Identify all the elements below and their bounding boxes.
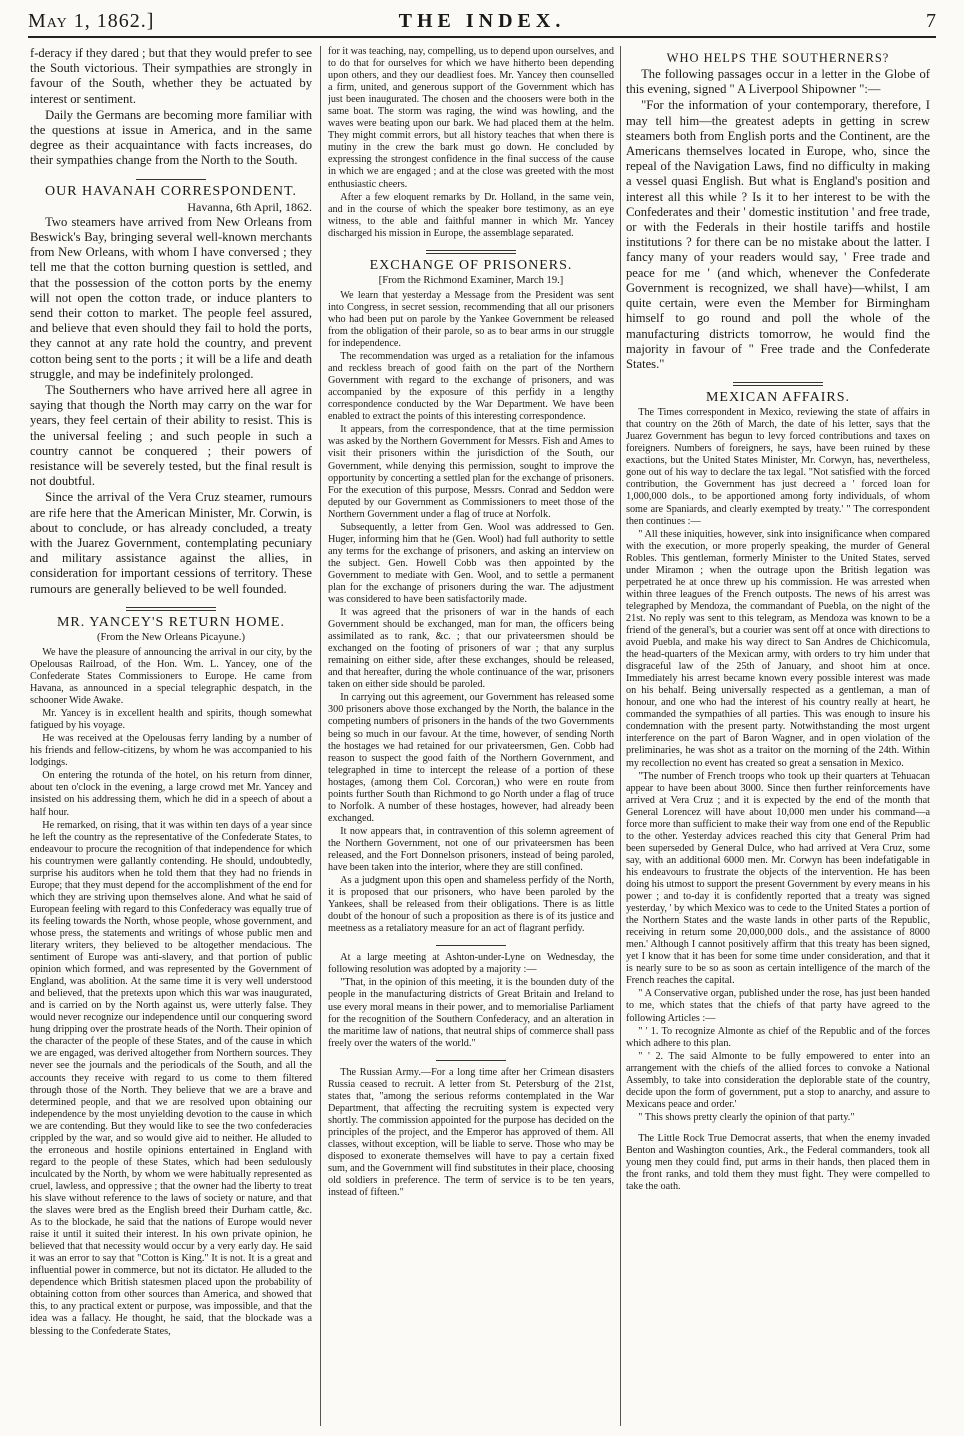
paragraph: Two steamers have arrived from New Orleans from Beswick's Bay, bringing several well-known merchants from New Orleans, with whom I have conversed ; they tell me that the cotton burning question is settled, and that the possession of the cotton ports by the enemy will not open the cotton trade, or induce planters to send their cotton to market. The people feel assured, and believe that even should they fail to hold the ports, they cannot at any rate hold the country, and prevent cotton being sent to the ports ; it will be a life and death struggle, and may be indefinitely prolonged. [30,214,312,381]
page-number: 7 [926,10,936,32]
dateline: Havanna, 6th April, 1862. [187,199,312,214]
column-3 [626,46,930,1426]
paragraph: The Little Rock True Democrat asserts, that when the enemy invaded Benton and Washington counties, Ark., the Federal commanders, took all young men they could find, put arms in their hands, then placed them in the front ranks, and told them they must fight. They were compelled to take the oath. [626,1132,930,1193]
separator [136,179,206,180]
paragraph-russian-army: The Russian Army.—For a long time after her Crimean disasters Russia ceased to recruit. A letter from St. Petersburg of the 21st, states that, "among the serious reforms contemplated in the War Department, that affecting the recruiting system is expected very shortly. The commission appointed for the purpose has decided on the principles of the project, and the Emperor has approved of them. All classes, without exception, will be liable to serve. Those who may be disposed to exonerate themselves will have to pay a certain fixed sum, and the Government will find substitutes in their place, choosing old soldiers in preference. The term of service is to be ten years, instead of fifteen." [328,1066,614,1199]
paragraph: "That, in the opinion of this meeting, it is the bounden duty of the people in the manufacturing districts of Great Britain and Ireland to use every moral means in their power, and to memorialise Parliament for the recognition of the Southern Confederacy, and an alteration in the maritime law of nations, that neutral ships of commerce shall pass freely over the waters of the world." [328,977,614,1049]
separator [733,382,823,386]
paragraph: It was agreed that the prisoners of war in the hands of each Government should be exchanged, man for man, the officers being assimilated as to rank, &c. ; that our privateersmen should be exchanged on the footing of prisoners of war ; that any surplus remaining on either side, after these exchanges, should be released, and that hereafter, during the whole continuance of the war, prisoners taken on either side should be paroled. [328,607,614,691]
separator [126,607,216,611]
paragraph: At a large meeting at Ashton-under-Lyne on Wednesday, the following resolution was adopted by a majority :— [328,952,614,976]
column-rule [320,46,321,1426]
paragraph: On entering the rotunda of the hotel, on his return from dinner, about ten o'clock in the evening, a large crowd met Mr. Yancey and insisted on his addressing them, which he did in a speech of about a half hour. [30,770,312,818]
paragraph: As a judgment upon this open and shameless perfidy of the North, it is proposed that our prisoners, who have been paroled by the Yankees, shall be released from their obligations. There is as little doubt of the honour of such a proposition as there is of its justice and meetness as a retaliatory measure for an act of flagrant perfidy. [328,875,614,935]
paragraph: The Southerners who have arrived here all agree in saying that though the North may carry on the war for years, they feel certain of their ability to resist. This is the universal feeling ; and such people in such a country cannot be conquered ; their powers of resistance will be severely tested, but the final result is not doubtful. [30,382,312,489]
paragraph: " ' 1. To recognize Almonte as chief of the Republic and of the forces which adhere to this plan. [626,1025,930,1049]
column-1 [30,46,312,1426]
paragraph: Subsequently, a letter from Gen. Wool was addressed to Gen. Huger, informing him that he (Gen. Wool) had full authority to settle any terms for the exchange of prisoners, and asking an interview on the subject. Gen. Howell Cobb was then appointed by the Government to mediate with Gen. Wool, and to settle a permanent plan for the exchange of prisoners during the war. The adjustment was considered to have been satisfactorily made. [328,521,614,606]
article-source: (From the New Orleans Picayune.) [97,631,245,643]
paragraph: Mr. Yancey is in excellent health and spirits, though somewhat fatigued by his voyage. [30,708,312,732]
article-heading-havanah: OUR HAVANAH CORRESPONDENT. [45,183,297,199]
issue-date: May 1, 1862.] [28,10,155,32]
paragraph: The recommendation was urged as a retaliation for the infamous and reckless breach of good faith on the part of the Northern Government with regard to the exchange of prisoners, and was accompanied by the exposure of this perfidy in a lengthy correspondence conducted by the War Department. We have been enabled to extract the points of this interesting correspondence. [328,351,614,423]
paragraph: " This shows pretty clearly the opinion of that party." [638,1111,855,1123]
separator [426,250,516,254]
article-source: [From the Richmond Examiner, March 19.] [378,274,564,286]
article-heading-southerners: WHO HELPS THE SOUTHERNERS? [666,51,890,65]
paragraph: The following passages occur in a letter in the Globe of this evening, signed " A Liverpool Shipowner ":— [626,67,930,97]
paragraph: It appears, from the correspondence, that at the time permission was asked by the Northern Government for Messrs. Fish and Ames to visit their prisoners within the jurisdiction of the South, our Government, while denying this permission, sought to improve the opportunity by concerting a settled plan for the exchange of prisoners. For the execution of this purpose, Messrs. Conrad and Seddon were deputed by our Government as Commissioners to meet those of the Northern Government under a flag of truce at Norfolk. [328,424,614,520]
paragraph: Daily the Germans are becoming more familiar with the questions at issue in America, and in the same degree as their acquaintance with facts increases, do their sympathies change from the North to the South. [30,107,312,168]
spacer [626,1125,930,1133]
paragraph: "For the information of your contemporary, therefore, I may tell him—the greatest adepts in getting in screw steamers both from English ports and the Continent, are the Americans themselves located in Europe, who, since the repeal of the Navigation Laws, find no difficulty in making a vessel quasi English. But what is England's position and interest all this while ? Is it to her interest to be with the Confederates and their ' domestic institution ' and free trade, or with the Federals in their hostile tariffs and hostile institutions ? for there can be no mistake about the latter. I fancy many of your readers would say, ' Free trade and peace for me ' (and which, whenever the Confederate Government is recognized, we shall have)—whilst, I am quite certain, were even the Member for Birmingham himself to go round and poll the whole of the manufacturing districts tomorrow, he would find the majority in favour of " Free trade and the Confederate States." [626,98,930,371]
paragraph: We have the pleasure of announcing the arrival in our city, by the Opelousas Railroad, of the Hon. Wm. L. Yancey, one of the Confederate States Commissioners to Europe. He came from Havana, as announced in a special telegraphic despatch, in the schooner Wide Awake. [30,646,312,707]
paragraph: "The number of French troops who took up their quarters at Tehuacan appear to have been about 3000. Since then further reinforcements have arrived at Vera Cruz ; and it is expected by the end of the month that General Lorencez will have about 10,000 men under his command—a force more than sufficient to make their way from one end of the Republic to the other. Yesterday advices reached this city that General Prim had been superseded by General Dulce, who had arrived at Vera Cruz, some say, with an additional 6000 men. Mr. Corwyn has been indefatigable in his endeavours to frustrate the objects of the intervention. He has been doing his utmost to support the present Government by every means in his power ; and to-day it is confidently reported that a treaty was signed yesterday, ' by which Mexico was to cede to the United States a portion of the Northern States and the waste lands in other parts of the Republic, receiving in return some 20,000,000 dols., and the assistance of 8000 men.' Although I cannot positively affirm that this treaty has been signed, yet I know that it has been for some time under consideration, and that it is nearly sure to be so as soon as certain intelligence of the march of the French reaches the capital. [626,770,930,987]
paragraph: " ' 2. The said Almonte to be fully empowered to enter into an arrangement with the chiefs of the allied forces to convoke a National Assembly, to take into consideration the deplorable state of the country, decide upon the form of government, put a stop to anarchy, and assure to Mexicans peace and order.' [626,1050,930,1110]
paragraph: After a few eloquent remarks by Dr. Holland, in the same vein, and in the course of which the speaker bore testimony, as an eye witness, to the able and faithful manner in which Mr. Yancey discharged his mission in Europe, the assemblage separated. [328,191,614,239]
paragraph: We learn that yesterday a Message from the President was sent into Congress, in secret session, recommending that all our prisoners who had been put on parole by the Yankee Government be released from the obligation of their parole, so as to bear arms in our struggle for independence. [328,289,614,350]
paragraph: f-deracy if they dared ; but that they would prefer to see the South victorious. Their sympathies are strongly in favour of the South, whether they be actuated by interest or sentiment. [30,46,312,106]
separator [436,945,506,946]
paragraph: for it was teaching, nay, compelling, us to depend upon ourselves, and to do that for ourselves for which we have hitherto been depending upon others, and they our deadliest foes. Mr. Yancey then counselled a firm, united, and generous support of the Government which has just been inaugurated. The chosen and the choosers were both in the same boat. The storm was raging, the wind was howling, and the waves were beating upon our bark. We had placed them at the helm. They might commit errors, but all history teaches that when there is mutiny in the crew the bark must go down. He concluded by expressing the strongest confidence in the final success of the cause in which we are engaged ; and at the close was greeted with the most enthusiastic cheers. [328,46,614,190]
column-2 [328,46,614,1426]
article-heading-yancey: MR. YANCEY'S RETURN HOME. [56,614,286,630]
separator [436,1060,506,1061]
newspaper-title: THE INDEX. [398,10,566,32]
paragraph: It now appears that, in contravention of this solemn agreement of the Northern Government, not one of our privateersmen has been released, and the Fort Donnelson prisoners, instead of being paroled, have been taken into the interior, where they are still confined. [328,825,614,874]
paragraph: Since the arrival of the Vera Cruz steamer, rumours are rife here that the American Minister, Mr. Corwin, is about to conclude, or has already concluded, a treaty with the Juarez Government, contemplating pecuniary and military assistance against the allies, in consideration for important cessions of territory. These rumours are generally believed to be well founded. [30,490,312,596]
paragraph: He was received at the Opelousas ferry landing by a number of his friends and fellow-citizens, by whom he was accompanied to his lodgings. [30,733,312,769]
article-heading-exchange: EXCHANGE OF PRISONERS. [369,257,573,273]
masthead [28,10,936,38]
paragraph: He remarked, on rising, that it was within ten days of a year since he left the country as the representative of the Confederate States, to endeavour to procure the recognition of that independence for which his countrymen were gallantly contending. He should, undoubtedly, surprise his auditors when he told them that they had no friends in Europe; that they must depend for the accomplishment of the end for which they are striving upon themselves alone. And what he said of European feeling with regard to this Confederacy was equally true of its feeling towards the North, whose people, whose government, and whose press, the statements and writings of whose public men and literary writers, they believed to be altogether mendacious. The sentiment of Europe was anti-slavery, and that portion of public opinion which formed, and was represented by the Government of England, was abolition. At the same time it is very well understood and believed, that the pretexts upon which this war was inaugurated, and is carried on by the North against us, were utterly false. They would never recognize our independence until our conquering sword hung dripping over the prostrate heads of the North. Their opinion of the character of the people of these States, and of the cause in which we are engaged, was derived altogether from Northern sources. They never see the journals and the periodicals of the South, and all the accounts they receive with regard to us come to them filtered through those of the North. They believe that we are a brave and determined people, and that we are resolved upon obtaining our independence by the most unyielding devotion to the cause in which we are contending. But they would like to see the two confederacies crippled by the war, and so would give aid to neither. He alluded to the erroneous and hostile opinions entertained in England with regard to the people of these States, which had been sedulously inculcated by the North, by whom we were habitually represented as cruel, lawless, and oppressive ; that the owner had the liberty to treat his slave without reference to the laws of society or nature, and that the slaves were bred as the English breed their Durham cattle, &c. As to the blockade, he said that the nations of Europe would never raise it until it suited their interest. In his own private opinion, he believed that that necessity would occur by a very early day. He said it was an error to say that "Cotton is King." It is not. It is a great and influential power in commerce, but not its dictator. He alluded to the dependence which British statesmen placed upon the probability of obtaining cotton from other sources than America, and showed that this, to any practical extent or purpose, was impossible, and that the idea was a fallacy. He thought, he said, that the blockade was a blessing to the Confederate States, [30,819,312,1337]
column-rule [620,46,621,1426]
paragraph: " A Conservative organ, published under the rose, has just been handed to me, which states that the chiefs of that party have agreed to the following Articles :— [626,988,930,1024]
paragraph: " All these iniquities, however, sink into insignificance when compared with the execution, or more properly speaking, the murder of General Robles. This gentleman, formerly Minister to the United States, served under Miramon ; when the outrage upon the British legation was perpetrated he at once threw up his commission. He was arrested when within three leagues of the French outposts. The news of his arrest was telegraphed by Mendoza, the commandant of Puebla, on the night of the 21st. No reply was sent to this telegram, as Mendoza was known to be a friend of the general's, but a courier was sent off at once with directions to avoid Puebla, and make his way direct to San Andres de Chichicomula, the head-quarters of the Mexican army, with orders to try him under that disgraceful law of the 25th of January, and shoot him at once. Immediately his arrest became known every possible interest was made on his behalf. Being universally respected as a gentleman, a man of honour, and one who had the interest of his country really at heart, he commanded the sympathies of all parties. This was enough to insure his condemnation with the present party. Notwithstanding the most urgent interference on the part of Baron Wagner, and in open violation of the preliminaries, he was shot as a traitor on the morning of the 24th. Within my recollection no event has created so great a sensation in Mexico. [626,528,930,769]
article-heading-mexican: MEXICAN AFFAIRS. [705,390,851,406]
paragraph: In carrying out this agreement, our Government has released some 300 prisoners above those exchanged by the North, the balance in the competing numbers of prisoners in the hands of the two Governments being so much in our favour. At the time, however, of sending North the hostages we had retained for our privateersmen, Gen. Cobb had reason to suspect the good faith of the Northern Government, and telegraphed in time to intercept the release of a portion of these hostages, (among them Col. Corcoran,) who were en route from points further South than Richmond to go North under a flag of truce to Norfolk. A number of these hostages, however, had already been exchanged. [328,692,614,824]
paragraph: The Times correspondent in Mexico, reviewing the state of affairs in that country on the 26th of March, the date of his letter, says that the Juarez Government has begun to levy forced contributions and taxes on foreigners. Numbers of foreigners, he says, have been ruined by these exactions, but the United States Minister, Mr. Corwyn, has, nevertheless, gone out of his way to declare the tax legal. "Not satisfied with the forced contribution, the Government has just decreed a ' forced loan for 1,000,000 dols., to be apportioned among forty individuals, of whom some are Spaniards, and clearly exempted by treaty.' " The correspondent then continues :— [626,407,930,527]
